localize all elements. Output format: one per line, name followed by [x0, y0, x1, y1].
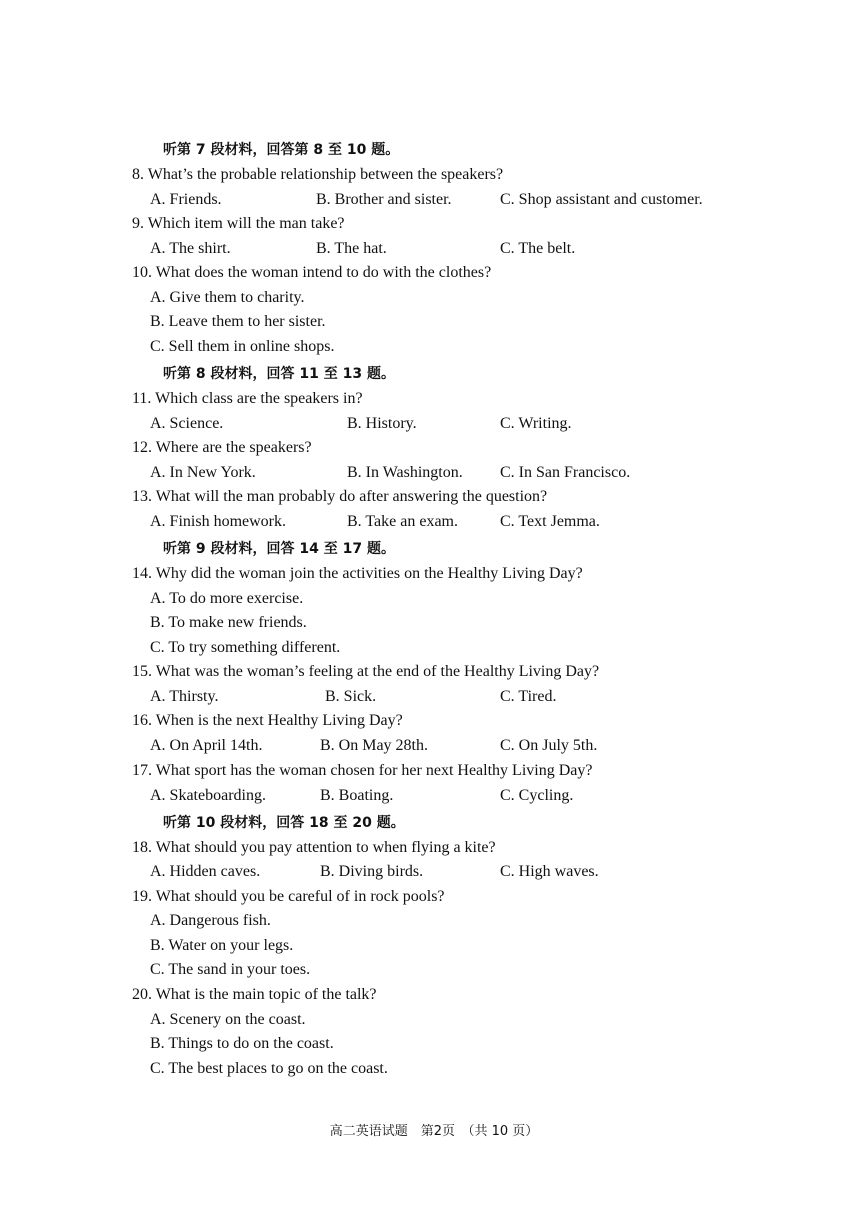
question-text: 16. When is the next Healthy Living Day?: [132, 712, 403, 729]
option-b: B. The hat.: [316, 240, 387, 257]
option-a: A. The shirt.: [150, 240, 231, 257]
option-c: C. Writing.: [500, 415, 572, 432]
option-b: B. History.: [347, 415, 417, 432]
option-a: A. On April 14th.: [150, 737, 263, 754]
question-text: 19. What should you be careful of in rock pools?: [132, 888, 445, 905]
option-a: A. Thirsty.: [150, 688, 219, 705]
question-text: 17. What sport has the woman chosen for her next Healthy Living Day?: [132, 762, 593, 779]
option-c: C. Text Jemma.: [500, 513, 600, 530]
question-text: 8. What’s the probable relationship between the speakers?: [132, 166, 504, 183]
option-a: A. To do more exercise.: [150, 590, 304, 607]
question-text: 12. Where are the speakers?: [132, 439, 312, 456]
option-b: B. Brother and sister.: [316, 191, 452, 208]
section-heading: 听第 9 段材料，回答 14 至 17 题。: [163, 541, 395, 557]
question-text: 14. Why did the woman join the activities on the Healthy Living Day?: [132, 565, 583, 582]
option-b: B. Diving birds.: [320, 863, 424, 880]
option-c: C. In San Francisco.: [500, 464, 631, 481]
option-c: C. Tired.: [500, 688, 557, 705]
option-c: C. Shop assistant and customer.: [500, 191, 703, 208]
page-footer: 高二英语试题 第2页 （共 10 页）: [329, 1124, 539, 1139]
question-text: 9. Which item will the man take?: [132, 215, 345, 232]
option-a: A. Skateboarding.: [150, 787, 266, 804]
option-b: B. To make new friends.: [150, 614, 307, 631]
option-c: C. The sand in your toes.: [150, 961, 311, 978]
option-a: A. Science.: [150, 415, 224, 432]
option-c: C. On July 5th.: [500, 737, 598, 754]
option-a: A. Finish homework.: [150, 513, 286, 530]
section-heading: 听第 10 段材料，回答 18 至 20 题。: [163, 815, 405, 831]
option-a: A. Give them to charity.: [150, 289, 305, 306]
option-a: A. Friends.: [150, 191, 222, 208]
option-b: B. Take an exam.: [347, 513, 458, 530]
question-text: 20. What is the main topic of the talk?: [132, 986, 377, 1003]
option-a: A. In New York.: [150, 464, 256, 481]
question-text: 11. Which class are the speakers in?: [132, 390, 363, 407]
option-b: B. Things to do on the coast.: [150, 1035, 334, 1052]
option-b: B. Sick.: [325, 688, 377, 705]
option-c: C. The belt.: [500, 240, 576, 257]
option-c: C. The best places to go on the coast.: [150, 1060, 388, 1077]
option-c: C. Cycling.: [500, 787, 574, 804]
question-text: 13. What will the man probably do after answering the question?: [132, 488, 548, 505]
option-b: B. On May 28th.: [320, 737, 428, 754]
question-text: 15. What was the woman’s feeling at the end of the Healthy Living Day?: [132, 663, 600, 680]
option-b: B. Leave them to her sister.: [150, 313, 326, 330]
option-b: B. Water on your legs.: [150, 937, 294, 954]
section-heading: 听第 8 段材料，回答 11 至 13 题。: [163, 366, 395, 382]
option-b: B. Boating.: [320, 787, 394, 804]
option-c: C. Sell them in online shops.: [150, 338, 335, 355]
section-heading: 听第 7 段材料，回答第 8 至 10 题。: [163, 142, 400, 158]
question-text: 18. What should you pay attention to when flying a kite?: [132, 839, 496, 856]
option-c: C. High waves.: [500, 863, 599, 880]
question-text: 10. What does the woman intend to do with the clothes?: [132, 264, 492, 281]
option-b: B. In Washington.: [347, 464, 463, 481]
option-a: A. Dangerous fish.: [150, 912, 271, 929]
option-a: A. Hidden caves.: [150, 863, 261, 880]
option-c: C. To try something different.: [150, 639, 341, 656]
option-a: A. Scenery on the coast.: [150, 1011, 306, 1028]
